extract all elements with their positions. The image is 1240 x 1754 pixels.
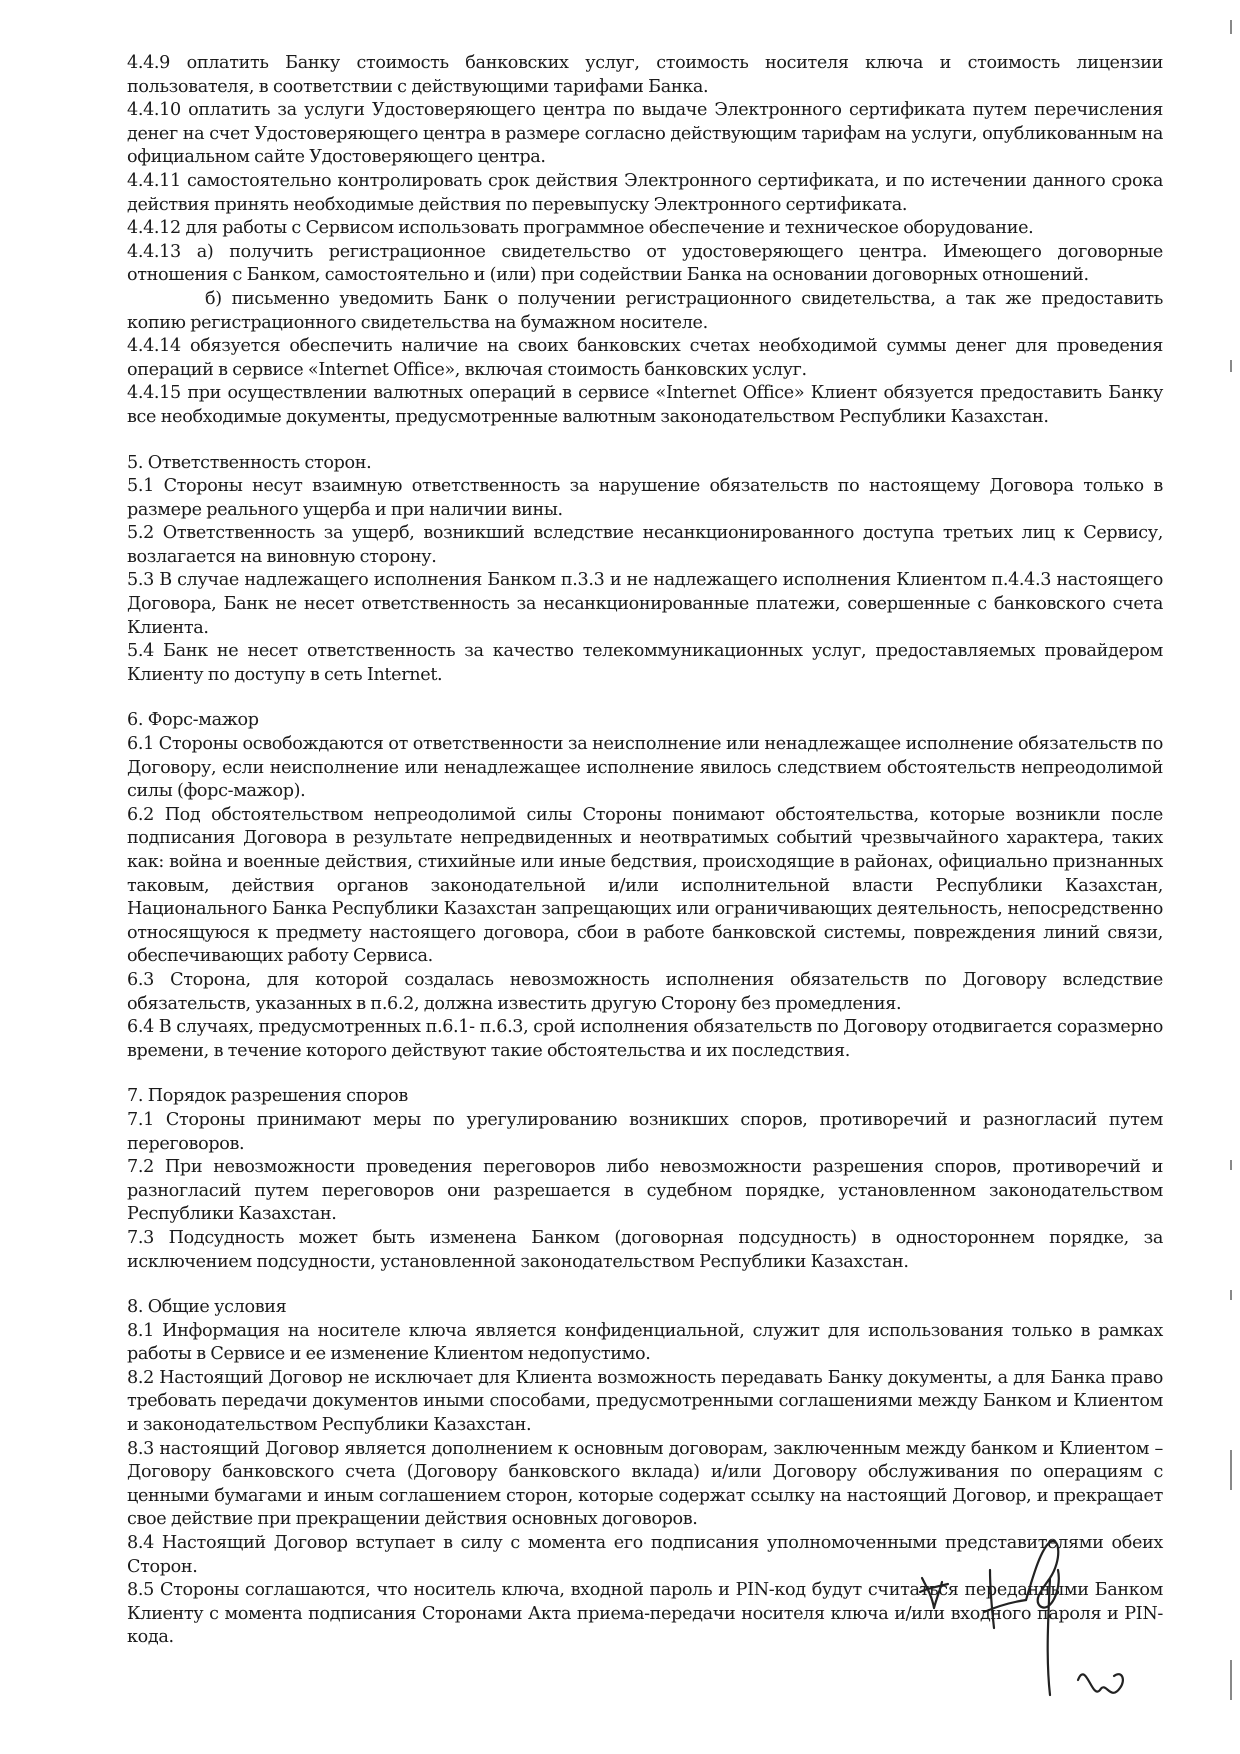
scan-mark — [1230, 360, 1232, 372]
clause-paragraph: 6.4 В случаях, предусмотренных п.6.1- п.6.3, срой исполнения обязательств по Договору отодвигается соразмерно времени, в течение которого действуют такие обстоятельства и их последствия. — [127, 1017, 1163, 1061]
scan-edge-marks — [1210, 0, 1240, 1754]
scan-mark — [1230, 1290, 1232, 1300]
clause-paragraph: 8.4 Настоящий Договор вступает в силу с момента его подписания уполномоченными представителями обеих Сторон. — [127, 1533, 1163, 1577]
clause-paragraph: 4.4.14 обязуется обеспечить наличие на своих банковских счетах необходимой суммы денег для проведения операций в сервисе «Internet Office», включая стоимость банковских услуг. — [127, 336, 1163, 380]
clause-paragraph: 5.1 Стороны несут взаимную ответственность за нарушение обязательств по настоящему Договора только в размере реального ущерба и при наличии вины. — [127, 476, 1163, 520]
signature-stroke-1 — [920, 1578, 948, 1608]
clause-paragraph: 4.4.15 при осуществлении валютных операций в сервисе «Internet Office» Клиент обязуется предоставить Банку все необходимые документы, предусмотренные валютным законодательством Республики Казахстан. — [127, 383, 1163, 427]
signature-stroke-3 — [1026, 1541, 1059, 1695]
clause-paragraph: 6.1 Стороны освобождаются от ответственности за неисполнение или ненадлежащее исполнение обязательств по Договору, если неисполнение или ненадлежащее исполнение явилось следствием обстоятельств непреодолимой силы (форс-мажор). — [127, 734, 1163, 802]
clause-paragraph: 6.3 Сторона, для которой создалась невозможность исполнения обязательств по Договору вследствие обязательств, указанных в п.6.2, должна известить другую Сторону без промедления. — [127, 969, 1163, 1014]
section-title: 6. Форс-мажор — [127, 710, 259, 731]
scan-mark — [1230, 20, 1232, 34]
scan-mark — [1230, 1450, 1232, 1490]
clause-paragraph: 5.4 Банк не несет ответственность за качество телекоммуникационных услуг, предоставляемых провайдером Клиенту по доступу в сеть Internet. — [127, 641, 1163, 685]
section-title: 5. Ответственность сторон. — [127, 452, 372, 473]
clause-paragraph: 8.5 Стороны соглашаются, что носитель ключа, входной пароль и PIN-код будут считаться переданными Банком Клиенту с момента подписания Сторонами Акта приема-передачи носителя ключа и/или входного пароля и PIN-кода. — [127, 1580, 1163, 1648]
clause-paragraph: 4.4.12 для работы с Сервисом использовать программное обеспечение и техническое оборудование. — [127, 218, 1034, 239]
clause-paragraph: 8.3 настоящий Договор является дополнением к основным договорам, заключенным между банком и Клиентом – Договору банковского счета (Договору банковского вклада) и/или Договору обслуживания по операциям с ценными бумагами и иным соглашением сторон, которые содержат ссылку на настоящий Договор, и прекращает свое действие при прекращении действия основных договоров. — [127, 1438, 1163, 1530]
signature-stroke-2 — [984, 1570, 1026, 1628]
section-title: 8. Общие условия — [127, 1297, 287, 1318]
clause-paragraph: 4.4.11 самостоятельно контролировать срок действия Электронного сертификата, и по истечении данного срока действия принять необходимые действия по перевыпуску Электронного сертификата. — [127, 170, 1163, 215]
clause-paragraph: 7.1 Стороны принимают меры по урегулированию возникших споров, противоречий и разногласий путем переговоров. — [127, 1109, 1163, 1154]
document-page — [127, 52, 1163, 1650]
clause-paragraph: 8.2 Настоящий Договор не исключает для Клиента возможность передавать Банку документы, а для Банка право требовать передачи документов иными способами, предусмотренными соглашениями между Банком и Клиентом и законодательством Республики Казахстан. — [127, 1367, 1163, 1436]
scan-mark — [1230, 1660, 1232, 1700]
clause-paragraph: 4.4.10 оплатить за услуги Удостоверяющего центра по выдаче Электронного сертификата путем перечисления денег на счет Удостоверяющего центра в размере согласно действующим тарифам на услуги, опубликованным на официальном сайте Удостоверяющего центра. — [127, 100, 1163, 168]
clause-paragraph: 4.4.13 а) получить регистрационное свидетельство от удостоверяющего центра. Имеющего договорные отношения с Банком, самостоятельно и (или) при содействии Банка на основании договорных отношений. — [127, 241, 1163, 286]
clause-paragraph: 5.2 Ответственность за ущерб, возникший вследствие несанкционированного доступа третьих лиц к Сервису, возлагается на виновную сторону. — [127, 523, 1163, 567]
clause-paragraph: 7.2 При невозможности проведения переговоров либо невозможности разрешения споров, противоречий и разногласий путем переговоров они разрешается в судебном порядке, установленном законодательством Республики Казахстан. — [127, 1157, 1163, 1225]
clause-paragraph: 6.2 Под обстоятельством непреодолимой силы Стороны понимают обстоятельства, которые возникли после подписания Договора в результате непредвиденных и неотвратимых событий чрезвычайного характера, таких как: война и военные действия, стихийные или иные бедствия, происходящие в районах, официально признанных таковым, действия органов законодательной и/или исполнительной власти Республики Казахстан, Национального Банка Республики Казахстан запрещающих или ограничивающих деятельность, непосредственно относящуюся к предмету настоящего договора, сбои в работе банковской системы, повреждения линий связи, обеспечивающих работу Сервиса. — [127, 804, 1163, 967]
clause-paragraph: 7.3 Подсудность может быть изменена Банком (договорная подсудность) в одностороннем порядке, за исключением подсудности, установленной законодательством Республики Казахстан. — [127, 1227, 1163, 1272]
signature-stroke-4 — [1078, 1674, 1123, 1693]
scan-mark — [1230, 1160, 1232, 1170]
clause-paragraph: 4.4.9 оплатить Банку стоимость банковских услуг, стоимость носителя ключа и стоимость лицензии пользователя, в соответствии с действующими тарифами Банка. — [127, 53, 1163, 97]
section-title: 7. Порядок разрешения споров — [127, 1086, 408, 1107]
clause-paragraph: б) письменно уведомить Банк о получении регистрационного свидетельства, а так же предоставить копию регистрационного свидетельства на бумажном носителе. — [127, 288, 1163, 333]
handwritten-signature — [900, 1530, 1200, 1730]
clause-paragraph: 5.3 В случае надлежащего исполнения Банком п.3.3 и не надлежащего исполнения Клиентом п.4.4.3 настоящего Договора, Банк не несет ответственность за несанкционированные платежи, совершенные с банковского счета Клиента. — [127, 570, 1163, 638]
clause-paragraph: 8.1 Информация на носителе ключа является конфиденциальной, служит для использования только в рамках работы в Сервисе и ее изменение Клиентом недопустимо. — [127, 1320, 1163, 1365]
